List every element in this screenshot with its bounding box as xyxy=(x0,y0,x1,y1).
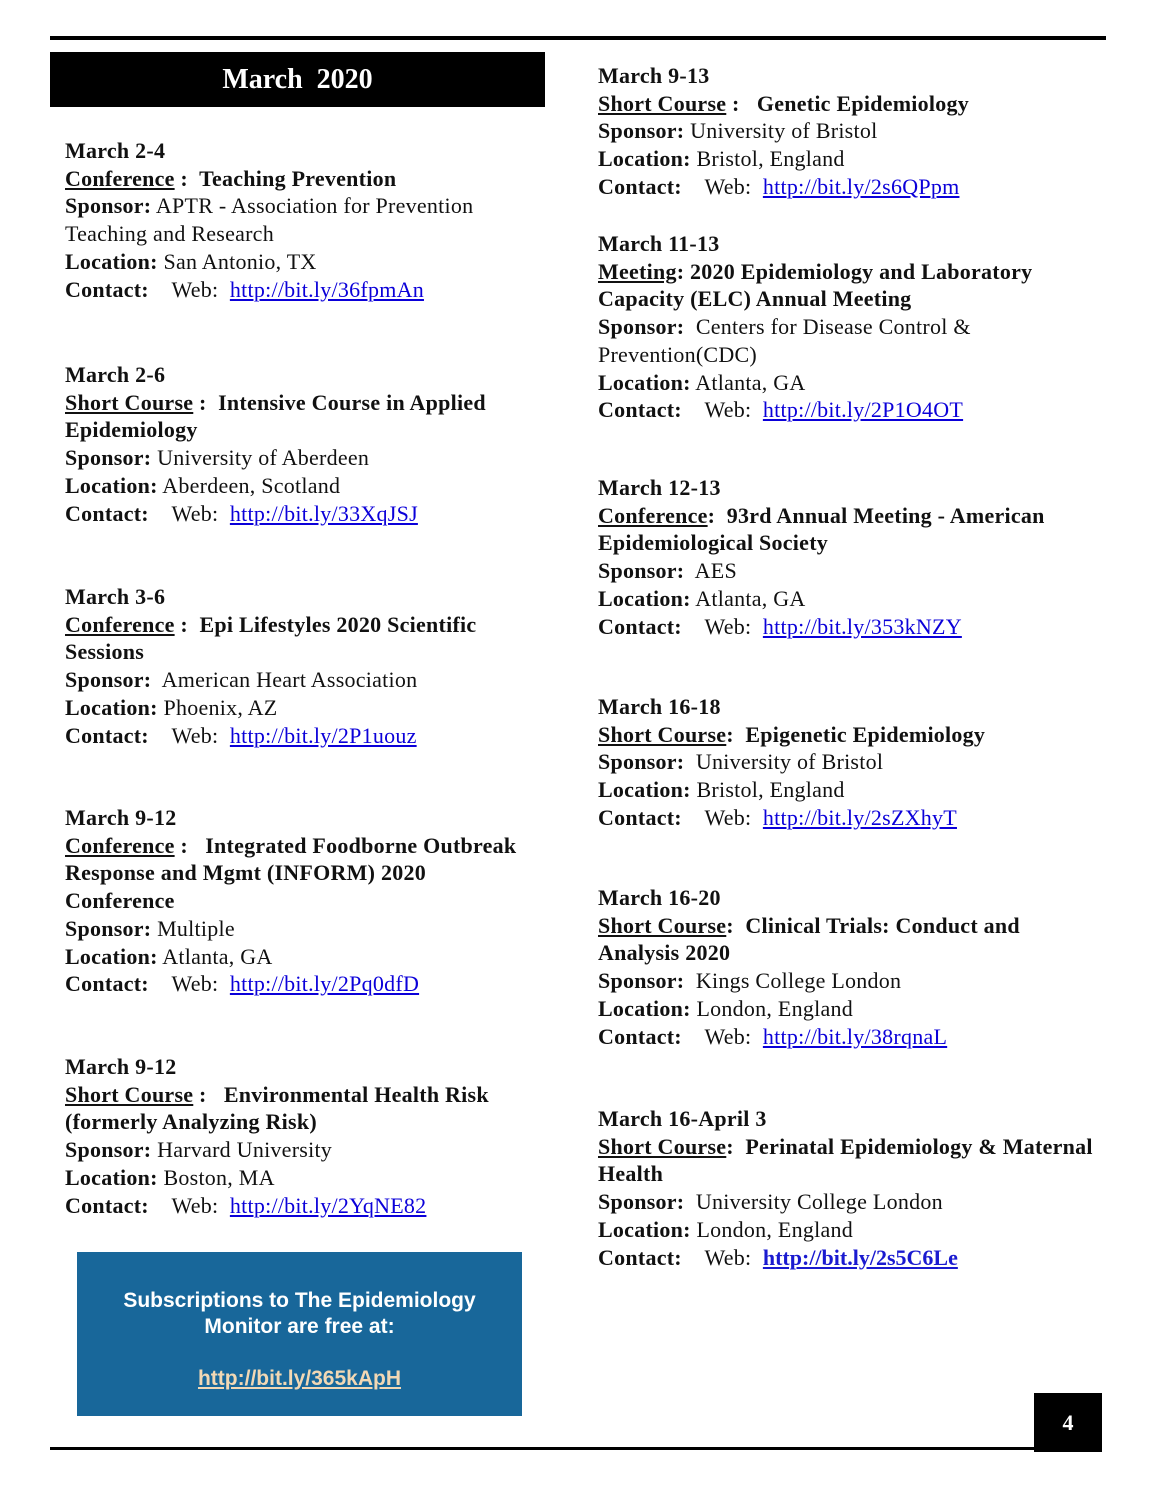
event-date: March 9-12 xyxy=(65,805,177,830)
sponsor-label: Sponsor: xyxy=(65,915,152,941)
page-number-text: 4 xyxy=(1062,1409,1074,1435)
event-link[interactable]: http://bit.ly/2s5C6Le xyxy=(762,1244,958,1270)
event-title: Epigenetic Epidemiology xyxy=(745,721,986,747)
event-type: Meeting xyxy=(598,258,677,284)
event-type-separator: : xyxy=(174,832,206,858)
sponsor-label: Sponsor: xyxy=(65,667,152,693)
event-type: Short Course xyxy=(598,90,727,116)
location-label: Location: xyxy=(65,943,158,969)
sponsor-value: AES xyxy=(690,558,737,584)
event-title: Environmental Health Risk xyxy=(223,1081,489,1107)
event-title: Teaching Prevention xyxy=(199,165,397,191)
event-type-separator: : xyxy=(676,258,691,284)
sponsor-value: Centers for Disease Control & xyxy=(690,314,971,340)
sponsor-value: University of Aberdeen xyxy=(157,445,370,471)
web-label: Web: xyxy=(704,1244,752,1270)
event-title: Epidemiology xyxy=(65,417,198,443)
event-type: Conference xyxy=(598,502,708,528)
web-label: Web: xyxy=(704,1023,752,1049)
sponsor-value: University of Bristol xyxy=(690,118,878,144)
event-location xyxy=(65,694,550,722)
sponsor-value: University College London xyxy=(690,1189,943,1215)
event-title-block xyxy=(65,165,550,193)
event-title-block xyxy=(65,1081,550,1136)
contact-label: Contact: xyxy=(598,613,682,639)
event-contact xyxy=(65,1192,550,1220)
contact-label: Contact: xyxy=(598,1244,682,1270)
sponsor-label: Sponsor: xyxy=(598,749,685,775)
event-type-separator: : xyxy=(726,721,746,747)
event-sponsor xyxy=(65,192,550,247)
contact-label: Contact: xyxy=(598,804,682,830)
event-title-block xyxy=(598,1133,1133,1188)
event-entry xyxy=(598,693,1133,832)
event-title: Epi Lifestyles 2020 Scientific xyxy=(199,611,477,637)
event-date: March 16-18 xyxy=(598,694,721,719)
web-label: Web: xyxy=(171,971,219,997)
event-type: Short Course xyxy=(65,389,194,415)
web-label: Web: xyxy=(171,1192,219,1218)
web-label: Web: xyxy=(704,397,752,423)
event-contact xyxy=(65,500,550,528)
location-value: Atlanta, GA xyxy=(695,585,806,611)
event-link[interactable]: http://bit.ly/38rqnaL xyxy=(762,1023,948,1049)
location-value: Atlanta, GA xyxy=(162,943,273,969)
event-contact xyxy=(598,173,1133,201)
event-link[interactable]: http://bit.ly/2YqNE82 xyxy=(229,1192,427,1218)
event-location xyxy=(65,472,550,500)
event-sponsor xyxy=(65,666,550,694)
location-label: Location: xyxy=(65,248,158,274)
contact-label: Contact: xyxy=(598,1023,682,1049)
event-sponsor xyxy=(598,967,1133,995)
event-title: (formerly Analyzing Risk) xyxy=(65,1109,317,1135)
event-contact xyxy=(598,1244,1133,1272)
event-location xyxy=(65,943,550,971)
event-link[interactable]: http://bit.ly/2s6QPpm xyxy=(762,173,960,199)
event-sponsor xyxy=(65,1136,550,1164)
event-title: Analysis 2020 xyxy=(598,940,731,966)
event-type-separator: : xyxy=(726,1133,746,1159)
subscription-box xyxy=(77,1252,522,1416)
event-location xyxy=(598,369,1133,397)
location-value: London, England xyxy=(696,1216,853,1242)
event-title: Integrated Foodborne Outbreak xyxy=(205,832,517,858)
event-link[interactable]: http://bit.ly/2P1O4OT xyxy=(762,397,964,423)
event-location xyxy=(598,145,1133,173)
event-title-block xyxy=(65,389,550,444)
event-type-separator: : xyxy=(193,389,219,415)
contact-label: Contact: xyxy=(65,1192,149,1218)
event-entry xyxy=(598,474,1133,640)
web-label: Web: xyxy=(171,500,219,526)
event-title: 2020 Epidemiology and Laboratory xyxy=(690,258,1033,284)
event-title-block xyxy=(65,611,550,666)
event-date: March 9-12 xyxy=(65,1054,177,1079)
event-date: March 12-13 xyxy=(598,475,721,500)
subscription-link[interactable]: http://bit.ly/365kApH xyxy=(197,1367,402,1390)
event-link[interactable]: http://bit.ly/33XqJSJ xyxy=(229,500,418,526)
location-label: Location: xyxy=(598,369,691,395)
event-title: Conference xyxy=(65,888,175,914)
event-link[interactable]: http://bit.ly/353kNZY xyxy=(762,613,962,639)
event-location xyxy=(65,1164,550,1192)
location-label: Location: xyxy=(598,777,691,803)
sponsor-value: APTR - Association for Prevention xyxy=(155,193,474,219)
sponsor-label: Sponsor: xyxy=(598,1189,685,1215)
event-title-block xyxy=(65,832,550,915)
event-contact xyxy=(65,276,550,304)
event-title: Response and Mgmt (INFORM) 2020 xyxy=(65,860,426,886)
event-title: 93rd Annual Meeting - American xyxy=(726,502,1045,528)
event-type: Short Course xyxy=(65,1081,194,1107)
month-title: March 2020 xyxy=(222,63,373,95)
event-entry xyxy=(65,137,550,303)
sponsor-label: Sponsor: xyxy=(598,314,685,340)
event-contact xyxy=(598,1023,1133,1051)
event-title-block xyxy=(598,90,1133,118)
event-link[interactable]: http://bit.ly/2P1uouz xyxy=(229,722,417,748)
event-title-block xyxy=(598,502,1133,557)
contact-label: Contact: xyxy=(598,397,682,423)
event-sponsor xyxy=(598,1188,1133,1216)
sponsor-label: Sponsor: xyxy=(598,118,685,144)
sponsor-label: Sponsor: xyxy=(598,968,685,994)
event-entry xyxy=(598,62,1133,201)
event-sponsor xyxy=(598,557,1133,585)
event-location xyxy=(65,248,550,276)
bottom-rule xyxy=(50,1447,1050,1450)
event-entry xyxy=(65,361,550,527)
event-entry xyxy=(65,804,550,998)
sponsor-value: Harvard University xyxy=(157,1137,333,1163)
event-sponsor xyxy=(598,748,1133,776)
event-date: March 2-4 xyxy=(65,138,166,163)
page-number xyxy=(1034,1393,1102,1452)
event-title: Sessions xyxy=(65,639,145,665)
event-date: March 3-6 xyxy=(65,584,166,609)
location-value: Bristol, England xyxy=(696,146,845,172)
event-entry xyxy=(598,1105,1133,1271)
contact-label: Contact: xyxy=(65,276,149,302)
contact-label: Contact: xyxy=(65,500,149,526)
event-title: Genetic Epidemiology xyxy=(756,90,970,116)
event-type-separator: : xyxy=(174,611,200,637)
event-date: March 16-20 xyxy=(598,885,721,910)
event-sponsor xyxy=(598,117,1133,145)
sponsor-label: Sponsor: xyxy=(65,193,152,219)
subscription-text-1: Subscriptions to The Epidemiology xyxy=(123,1289,476,1312)
event-location xyxy=(598,585,1133,613)
event-type: Short Course xyxy=(598,912,727,938)
event-link[interactable]: http://bit.ly/2sZXhyT xyxy=(762,804,957,830)
location-value: Phoenix, AZ xyxy=(163,694,278,720)
location-label: Location: xyxy=(598,585,691,611)
event-entry xyxy=(65,583,550,749)
web-label: Web: xyxy=(171,276,219,302)
event-type-separator: : xyxy=(193,1081,224,1107)
contact-label: Contact: xyxy=(65,722,149,748)
event-entry xyxy=(598,884,1133,1050)
event-link[interactable]: http://bit.ly/36fpmAn xyxy=(229,276,424,302)
event-type-separator: : xyxy=(707,502,727,528)
event-type-separator: : xyxy=(726,90,757,116)
location-label: Location: xyxy=(598,1216,691,1242)
sponsor-value: University of Bristol xyxy=(690,749,884,775)
month-header xyxy=(50,52,545,107)
event-type: Short Course xyxy=(598,721,727,747)
event-location xyxy=(598,995,1133,1023)
event-contact xyxy=(65,722,550,750)
event-title: Intensive Course in Applied xyxy=(218,389,486,415)
sponsor-value: Kings College London xyxy=(690,968,902,994)
sponsor-label: Sponsor: xyxy=(598,558,685,584)
web-label: Web: xyxy=(704,613,752,639)
event-sponsor xyxy=(598,313,1133,368)
event-date: March 16-April 3 xyxy=(598,1106,767,1131)
event-type-separator: : xyxy=(726,912,746,938)
event-contact xyxy=(598,396,1133,424)
event-type: Short Course xyxy=(598,1133,727,1159)
subscription-text-2: Monitor are free at: xyxy=(204,1315,395,1338)
sponsor-value: Prevention(CDC) xyxy=(598,341,757,367)
location-label: Location: xyxy=(598,146,691,172)
event-title: Epidemiological Society xyxy=(598,530,829,556)
web-label: Web: xyxy=(704,804,752,830)
contact-label: Contact: xyxy=(598,173,682,199)
top-rule xyxy=(50,36,1106,40)
sponsor-label: Sponsor: xyxy=(65,445,152,471)
event-location xyxy=(598,776,1133,804)
location-label: Location: xyxy=(65,1164,158,1190)
event-sponsor xyxy=(65,915,550,943)
event-date: March 11-13 xyxy=(598,231,720,256)
event-title-block xyxy=(598,258,1133,313)
location-value: Boston, MA xyxy=(163,1164,275,1190)
sponsor-value: Teaching and Research xyxy=(65,221,274,247)
event-contact xyxy=(65,970,550,998)
location-value: Atlanta, GA xyxy=(695,369,806,395)
contact-label: Contact: xyxy=(65,971,149,997)
event-entry xyxy=(65,1053,550,1219)
event-type: Conference xyxy=(65,611,175,637)
location-value: London, England xyxy=(696,995,853,1021)
location-label: Location: xyxy=(65,472,158,498)
event-title: Health xyxy=(598,1161,664,1187)
web-label: Web: xyxy=(171,722,219,748)
event-title: Capacity (ELC) Annual Meeting xyxy=(598,286,912,312)
location-value: Aberdeen, Scotland xyxy=(162,472,341,498)
event-title-block xyxy=(598,721,1133,749)
event-link[interactable]: http://bit.ly/2Pq0dfD xyxy=(229,971,420,997)
location-value: Bristol, England xyxy=(696,777,845,803)
event-sponsor xyxy=(65,444,550,472)
event-type-separator: : xyxy=(174,165,200,191)
sponsor-label: Sponsor: xyxy=(65,1137,152,1163)
event-type: Conference xyxy=(65,832,175,858)
web-label: Web: xyxy=(704,173,752,199)
location-label: Location: xyxy=(598,995,691,1021)
event-title: Perinatal Epidemiology & Maternal xyxy=(745,1133,1093,1159)
event-contact xyxy=(598,804,1133,832)
event-type: Conference xyxy=(65,165,175,191)
event-date: March 9-13 xyxy=(598,63,710,88)
event-entry xyxy=(598,230,1133,424)
sponsor-value: American Heart Association xyxy=(157,667,418,693)
sponsor-value: Multiple xyxy=(157,915,235,941)
location-label: Location: xyxy=(65,694,158,720)
event-contact xyxy=(598,613,1133,641)
event-location xyxy=(598,1216,1133,1244)
event-title-block xyxy=(598,912,1133,967)
event-date: March 2-6 xyxy=(65,362,166,387)
event-title: Clinical Trials: Conduct and xyxy=(745,912,1020,938)
location-value: San Antonio, TX xyxy=(163,248,317,274)
